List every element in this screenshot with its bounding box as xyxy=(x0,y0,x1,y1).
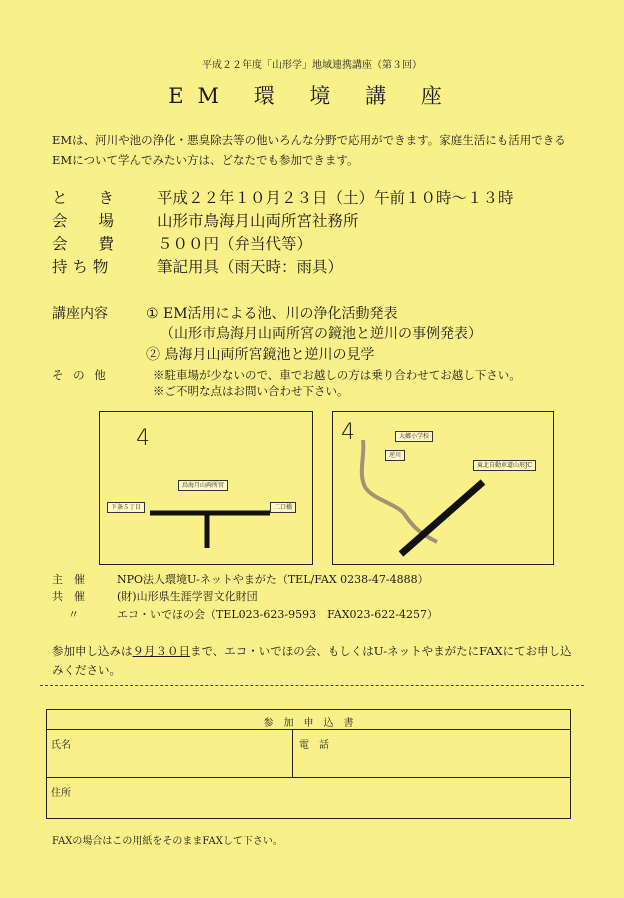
address-field-label: 住所 xyxy=(51,788,71,799)
name-field-label: 氏名 xyxy=(51,740,71,751)
page-title: EM 環 境 講 座 xyxy=(168,84,456,108)
fee-value: ５００円（弁当代等） xyxy=(157,235,313,253)
date-value: 平成２２年１０月２３日（土）午前１０時～１３時 xyxy=(157,189,514,207)
school-label: 大郷小学校 xyxy=(395,431,433,442)
intro-text: EMは、河川や池の浄化・悪臭除去等の他いろんな分野で応用ができます。家庭生活にも活用できるEMについて学んでみたい方は、どなたでも参加できます。 xyxy=(52,133,566,167)
expressway xyxy=(401,482,483,554)
course-item-2: ② 鳥海月山両所宮鏡池と逆川の見学 xyxy=(146,347,375,363)
course-item-1-sub: （山形市鳥海月山両所宮の鏡池と逆川の事例発表） xyxy=(160,326,482,342)
belongings-value: 筆記用具（雨天時：雨具） xyxy=(157,258,344,276)
route-4-marker: 4 xyxy=(136,426,150,451)
route-4-marker-right: 4 xyxy=(341,420,355,445)
other-label: そ の 他 xyxy=(52,368,109,382)
jc-label: 東北自動車道山形JC xyxy=(473,460,536,471)
series-title: 平成２２年度「山形学」地域連携講座（第３回） xyxy=(202,60,422,71)
organizer-role: 主 催 xyxy=(52,573,85,586)
venue-label: 会 場 xyxy=(52,212,115,230)
course-label: 講座内容 xyxy=(52,306,108,322)
cosponsor-2-name: エコ・いでほの会（TEL023-623-9593 FAX023-622-4257） xyxy=(117,608,438,621)
course-item-1: ① EM活用による池、川の浄化活動発表 xyxy=(146,306,398,322)
apply-deadline: ９月３０日 xyxy=(132,644,190,658)
application-note xyxy=(52,642,577,680)
map-right-roads xyxy=(333,412,553,564)
cosponsor-name: (財)山形県生涯学習文化財団 xyxy=(117,590,258,603)
cut-line xyxy=(40,685,584,686)
belongings-label: 持 ち 物 xyxy=(52,258,109,276)
application-form xyxy=(46,709,571,819)
shimojo-label: 下条５丁目 xyxy=(107,502,145,513)
form-title: 参 加 申 込 書 xyxy=(263,718,354,729)
venue-value: 山形市鳥海月山両所宮社務所 xyxy=(157,212,359,230)
form-name-row xyxy=(47,730,570,778)
form-title-row xyxy=(47,710,570,730)
organizer-name: NPO法人環境U-ネットやまがた（TEL/FAX 0238-47-4888） xyxy=(117,573,429,586)
fax-note: FAXの場合はこの用紙をそのままFAXして下さい。 xyxy=(52,836,283,847)
cosponsor-2-role: 〃 xyxy=(68,608,79,621)
river-label: 逆川 xyxy=(385,450,405,461)
map-right xyxy=(332,411,554,565)
apply-text-before: 参加申し込みは xyxy=(52,644,133,658)
date-label: と き xyxy=(52,189,115,207)
address-field[interactable] xyxy=(47,798,570,818)
cosponsor-role: 共 催 xyxy=(52,590,85,603)
phone-field[interactable] xyxy=(293,750,570,778)
futakuchi-bridge-label: 二口橋 xyxy=(270,502,296,513)
name-field[interactable] xyxy=(47,750,292,778)
apply-text-after: まで、エコ・いでほの会、もしくはU-ネットやまがたにFAXにてお申し込みください。 xyxy=(52,644,572,677)
other-note-1: ※駐車場が少ないので、車でお越しの方は乗り合わせてお越し下さい。 xyxy=(153,368,521,382)
phone-field-label: 電 話 xyxy=(299,740,329,751)
map-left xyxy=(99,411,313,565)
shrine-label: 鳥海月山両所宮 xyxy=(178,480,228,491)
fee-label: 会 費 xyxy=(52,235,115,253)
other-note-2: ※ご不明な点はお問い合わせ下さい。 xyxy=(153,384,349,398)
